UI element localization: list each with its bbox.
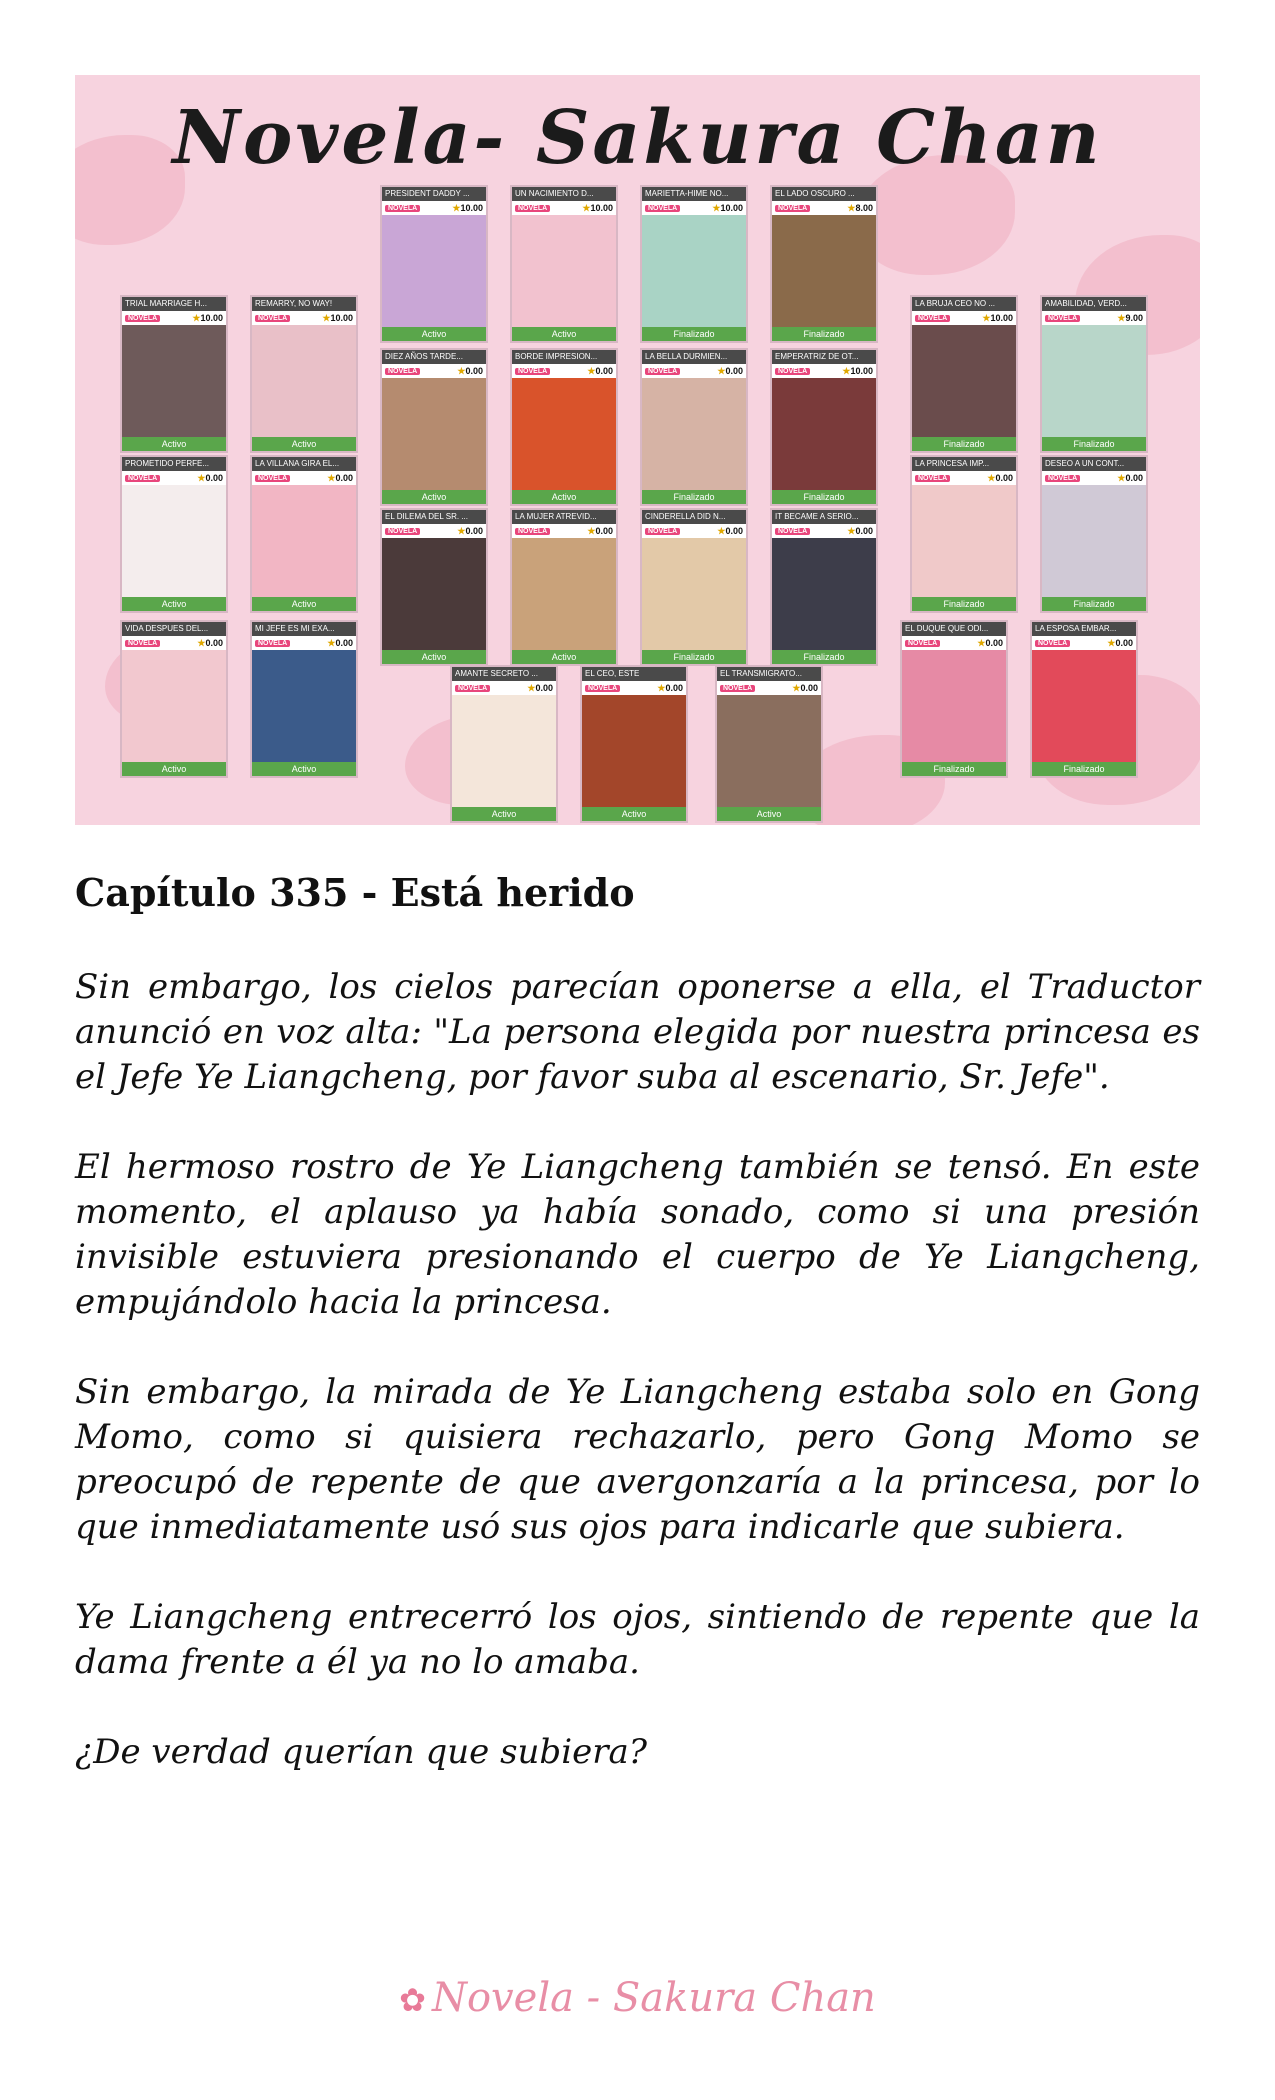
book-meta: [382, 524, 486, 538]
book-status: Activo: [122, 437, 226, 451]
book-tag: NOVELA: [1035, 640, 1070, 647]
book-meta: [452, 681, 556, 695]
paragraph: ¿De verdad querían que subiera?: [75, 1732, 647, 1772]
book-card[interactable]: [1040, 455, 1148, 613]
book-meta: [912, 471, 1016, 485]
book-status: Finalizado: [772, 490, 876, 504]
book-card[interactable]: [770, 348, 878, 506]
book-cover: [122, 325, 226, 439]
chapter-content: [75, 965, 1200, 1820]
book-cover: [772, 378, 876, 492]
book-cover: [902, 650, 1006, 764]
paragraph: Sin embargo, los cielos parecían oponerse a ella, el Traductor anunció en voz alta: "La persona elegida por nuestra princesa es el Jefe Ye Liangcheng, por favor suba al escenario, Sr. Jefe".: [75, 967, 1200, 1097]
book-meta: [772, 524, 876, 538]
paragraph: El hermoso rostro de Ye Liangcheng también se tensó. En este momento, el aplauso ya había sonado, como si una presión invisible estuviera presionando el cuerpo de Ye Liangcheng, empujándolo hacia la princesa.: [75, 1147, 1200, 1322]
book-tag: NOVELA: [125, 475, 160, 482]
book-tag: NOVELA: [125, 640, 160, 647]
book-status: Activo: [252, 597, 356, 611]
book-rating: ★0.00: [197, 472, 223, 483]
book-rating: ★10.00: [712, 202, 743, 213]
book-tag: NOVELA: [645, 205, 680, 212]
book-meta: [642, 201, 746, 215]
book-rating: ★0.00: [717, 525, 743, 536]
book-status: Finalizado: [772, 327, 876, 341]
book-status: Finalizado: [1042, 437, 1146, 451]
book-title: EL CEO, ESTE: [582, 667, 686, 681]
book-tag: NOVELA: [915, 315, 950, 322]
book-meta: [642, 364, 746, 378]
book-rating: ★0.00: [457, 525, 483, 536]
star-icon: ★: [1117, 312, 1126, 323]
book-card[interactable]: [450, 665, 558, 823]
book-cover: [382, 378, 486, 492]
book-tag: NOVELA: [1045, 475, 1080, 482]
star-icon: ★: [197, 637, 206, 648]
book-meta: [717, 681, 821, 695]
book-rating: ★0.00: [1117, 472, 1143, 483]
star-icon: ★: [847, 202, 856, 213]
book-meta: [252, 471, 356, 485]
book-meta: [252, 311, 356, 325]
book-card[interactable]: [1040, 295, 1148, 453]
book-card[interactable]: [250, 620, 358, 778]
book-meta: [382, 201, 486, 215]
book-status: Finalizado: [902, 762, 1006, 776]
book-status: Finalizado: [1042, 597, 1146, 611]
book-cover: [252, 325, 356, 439]
book-tag: NOVELA: [125, 315, 160, 322]
book-tag: NOVELA: [585, 685, 620, 692]
book-meta: [912, 311, 1016, 325]
book-status: Activo: [582, 807, 686, 821]
book-card[interactable]: [715, 665, 823, 823]
book-meta: [1042, 311, 1146, 325]
book-card[interactable]: [250, 455, 358, 613]
book-tag: NOVELA: [255, 315, 290, 322]
book-cover: [717, 695, 821, 809]
book-tag: NOVELA: [905, 640, 940, 647]
book-status: Finalizado: [642, 327, 746, 341]
book-title: TRIAL MARRIAGE H...: [122, 297, 226, 311]
book-status: Activo: [252, 437, 356, 451]
book-card[interactable]: [120, 295, 228, 453]
book-meta: [512, 201, 616, 215]
star-icon: ★: [322, 312, 331, 323]
star-icon: ★: [457, 525, 466, 536]
book-cover: [1042, 325, 1146, 439]
book-tag: NOVELA: [645, 368, 680, 375]
book-card[interactable]: [640, 185, 748, 343]
book-status: Finalizado: [772, 650, 876, 664]
star-icon: ★: [982, 312, 991, 323]
book-meta: [382, 364, 486, 378]
book-cover: [1042, 485, 1146, 599]
book-card[interactable]: [510, 348, 618, 506]
book-rating: ★0.00: [527, 682, 553, 693]
book-rating: ★0.00: [587, 525, 613, 536]
chapter-title: Capítulo 335 - Está herido: [75, 870, 635, 915]
book-rating: ★0.00: [977, 637, 1003, 648]
book-cover: [122, 485, 226, 599]
book-status: Activo: [382, 490, 486, 504]
book-status: Activo: [252, 762, 356, 776]
book-rating: ★9.00: [1117, 312, 1143, 323]
book-card[interactable]: [380, 348, 488, 506]
book-title: LA BRUJA CEO NO ...: [912, 297, 1016, 311]
star-icon: ★: [327, 472, 336, 483]
star-icon: ★: [582, 202, 591, 213]
star-icon: ★: [842, 365, 851, 376]
footer-text: Novela - Sakura Chan: [431, 1975, 876, 2021]
book-rating: ★10.00: [842, 365, 873, 376]
book-rating: ★0.00: [847, 525, 873, 536]
book-tag: NOVELA: [775, 368, 810, 375]
book-cover: [642, 538, 746, 652]
book-rating: ★0.00: [327, 637, 353, 648]
book-title: LA BELLA DURMIEN...: [642, 350, 746, 364]
star-icon: ★: [1107, 637, 1116, 648]
star-icon: ★: [457, 365, 466, 376]
paragraph: Sin embargo, la mirada de Ye Liangcheng estaba solo en Gong Momo, como si quisiera rechazarlo, pero Gong Momo se preocupó de repente de que avergonzaría a la princesa, por lo que inmediatamente usó sus ojos para indicarle que subiera.: [75, 1372, 1200, 1547]
book-tag: NOVELA: [385, 528, 420, 535]
book-tag: NOVELA: [455, 685, 490, 692]
book-cover: [382, 538, 486, 652]
book-rating: ★0.00: [197, 637, 223, 648]
book-cover: [772, 538, 876, 652]
book-cover: [642, 378, 746, 492]
book-title: EL LADO OSCURO ...: [772, 187, 876, 201]
book-status: Activo: [512, 490, 616, 504]
book-title: DIEZ AÑOS TARDE...: [382, 350, 486, 364]
book-tag: NOVELA: [385, 368, 420, 375]
book-status: Activo: [382, 327, 486, 341]
book-title: PRESIDENT DADDY ...: [382, 187, 486, 201]
book-meta: [772, 364, 876, 378]
book-tag: NOVELA: [720, 685, 755, 692]
book-rating: ★0.00: [327, 472, 353, 483]
book-status: Finalizado: [1032, 762, 1136, 776]
book-title: VIDA DESPUES DEL...: [122, 622, 226, 636]
book-card[interactable]: [250, 295, 358, 453]
book-meta: [122, 471, 226, 485]
book-card[interactable]: [120, 455, 228, 613]
book-title: CINDERELLA DID N...: [642, 510, 746, 524]
book-title: REMARRY, NO WAY!: [252, 297, 356, 311]
book-status: Finalizado: [912, 597, 1016, 611]
book-title: EL TRANSMIGRATO...: [717, 667, 821, 681]
book-card[interactable]: [900, 620, 1008, 778]
book-tag: NOVELA: [775, 528, 810, 535]
star-icon: ★: [527, 682, 536, 693]
book-rating: ★10.00: [322, 312, 353, 323]
book-meta: [1032, 636, 1136, 650]
header-banner: [75, 75, 1200, 825]
book-title: BORDE IMPRESION...: [512, 350, 616, 364]
book-title: LA VILLANA GIRA EL...: [252, 457, 356, 471]
book-meta: [512, 364, 616, 378]
book-meta: [1042, 471, 1146, 485]
book-rating: ★0.00: [987, 472, 1013, 483]
star-icon: ★: [792, 682, 801, 693]
book-cover: [772, 215, 876, 329]
book-cover: [1032, 650, 1136, 764]
book-status: Finalizado: [642, 490, 746, 504]
book-status: Activo: [122, 597, 226, 611]
book-rating: ★0.00: [657, 682, 683, 693]
book-meta: [122, 311, 226, 325]
sakura-flower-icon: ✿: [399, 1981, 426, 2019]
book-rating: ★10.00: [582, 202, 613, 213]
book-card[interactable]: [1030, 620, 1138, 778]
book-meta: [252, 636, 356, 650]
book-card[interactable]: [640, 508, 748, 666]
book-tag: NOVELA: [515, 368, 550, 375]
book-card[interactable]: [910, 455, 1018, 613]
book-cover: [512, 378, 616, 492]
book-cover: [512, 538, 616, 652]
book-cover: [252, 650, 356, 764]
book-tag: NOVELA: [915, 475, 950, 482]
star-icon: ★: [717, 365, 726, 376]
book-card[interactable]: [510, 508, 618, 666]
book-cover: [452, 695, 556, 809]
star-icon: ★: [327, 637, 336, 648]
book-rating: ★8.00: [847, 202, 873, 213]
book-rating: ★10.00: [982, 312, 1013, 323]
book-meta: [642, 524, 746, 538]
book-title: EL DUQUE QUE ODI...: [902, 622, 1006, 636]
book-tag: NOVELA: [775, 205, 810, 212]
book-card[interactable]: [770, 508, 878, 666]
book-title: UN NACIMIENTO D...: [512, 187, 616, 201]
star-icon: ★: [717, 525, 726, 536]
book-rating: ★0.00: [1107, 637, 1133, 648]
book-status: Activo: [512, 650, 616, 664]
book-title: LA PRINCESA IMP...: [912, 457, 1016, 471]
book-card[interactable]: [580, 665, 688, 823]
book-meta: [582, 681, 686, 695]
book-rating: ★0.00: [792, 682, 818, 693]
star-icon: ★: [977, 637, 986, 648]
book-status: Activo: [382, 650, 486, 664]
book-card[interactable]: [380, 185, 488, 343]
book-title: DESEO A UN CONT...: [1042, 457, 1146, 471]
book-tag: NOVELA: [515, 528, 550, 535]
star-icon: ★: [657, 682, 666, 693]
star-icon: ★: [847, 525, 856, 536]
star-icon: ★: [192, 312, 201, 323]
star-icon: ★: [452, 202, 461, 213]
book-rating: ★10.00: [452, 202, 483, 213]
book-title: AMANTE SECRETO ...: [452, 667, 556, 681]
book-title: EL DILEMA DEL SR. ...: [382, 510, 486, 524]
book-rating: ★0.00: [717, 365, 743, 376]
book-cover: [912, 485, 1016, 599]
book-title: MARIETTA-HIME NO...: [642, 187, 746, 201]
star-icon: ★: [197, 472, 206, 483]
book-status: Finalizado: [912, 437, 1016, 451]
book-cover: [642, 215, 746, 329]
book-cover: [122, 650, 226, 764]
book-meta: [902, 636, 1006, 650]
book-meta: [772, 201, 876, 215]
book-title: LA MUJER ATREVID...: [512, 510, 616, 524]
paragraph: Ye Liangcheng entrecerró los ojos, sintiendo de repente que la dama frente a él ya no lo amaba.: [75, 1597, 1200, 1682]
book-rating: ★0.00: [457, 365, 483, 376]
star-icon: ★: [587, 365, 596, 376]
book-title: MI JEFE ES MI EXA...: [252, 622, 356, 636]
book-tag: NOVELA: [645, 528, 680, 535]
star-icon: ★: [1117, 472, 1126, 483]
book-cover: [252, 485, 356, 599]
book-cover: [512, 215, 616, 329]
book-status: Finalizado: [642, 650, 746, 664]
footer-watermark: [0, 1975, 1275, 2021]
book-cover: [582, 695, 686, 809]
book-cover: [382, 215, 486, 329]
book-rating: ★0.00: [587, 365, 613, 376]
book-rating: ★10.00: [192, 312, 223, 323]
book-status: Activo: [452, 807, 556, 821]
star-icon: ★: [587, 525, 596, 536]
book-title: IT BECAME A SERIO...: [772, 510, 876, 524]
book-status: Activo: [122, 762, 226, 776]
book-title: PROMETIDO PERFE...: [122, 457, 226, 471]
book-tag: NOVELA: [255, 640, 290, 647]
star-icon: ★: [987, 472, 996, 483]
book-tag: NOVELA: [515, 205, 550, 212]
book-tag: NOVELA: [1045, 315, 1080, 322]
book-card[interactable]: [120, 620, 228, 778]
book-tag: NOVELA: [255, 475, 290, 482]
book-cover: [912, 325, 1016, 439]
book-meta: [122, 636, 226, 650]
book-card[interactable]: [510, 185, 618, 343]
book-status: Activo: [512, 327, 616, 341]
star-icon: ★: [712, 202, 721, 213]
book-status: Activo: [717, 807, 821, 821]
book-tag: NOVELA: [385, 205, 420, 212]
book-meta: [512, 524, 616, 538]
book-card[interactable]: [770, 185, 878, 343]
book-title: EMPERATRIZ DE OT...: [772, 350, 876, 364]
book-title: AMABILIDAD, VERD...: [1042, 297, 1146, 311]
banner-title: Novela- Sakura Chan: [172, 95, 1103, 181]
book-card[interactable]: [380, 508, 488, 666]
book-card[interactable]: [640, 348, 748, 506]
book-card[interactable]: [910, 295, 1018, 453]
book-title: LA ESPOSA EMBAR...: [1032, 622, 1136, 636]
